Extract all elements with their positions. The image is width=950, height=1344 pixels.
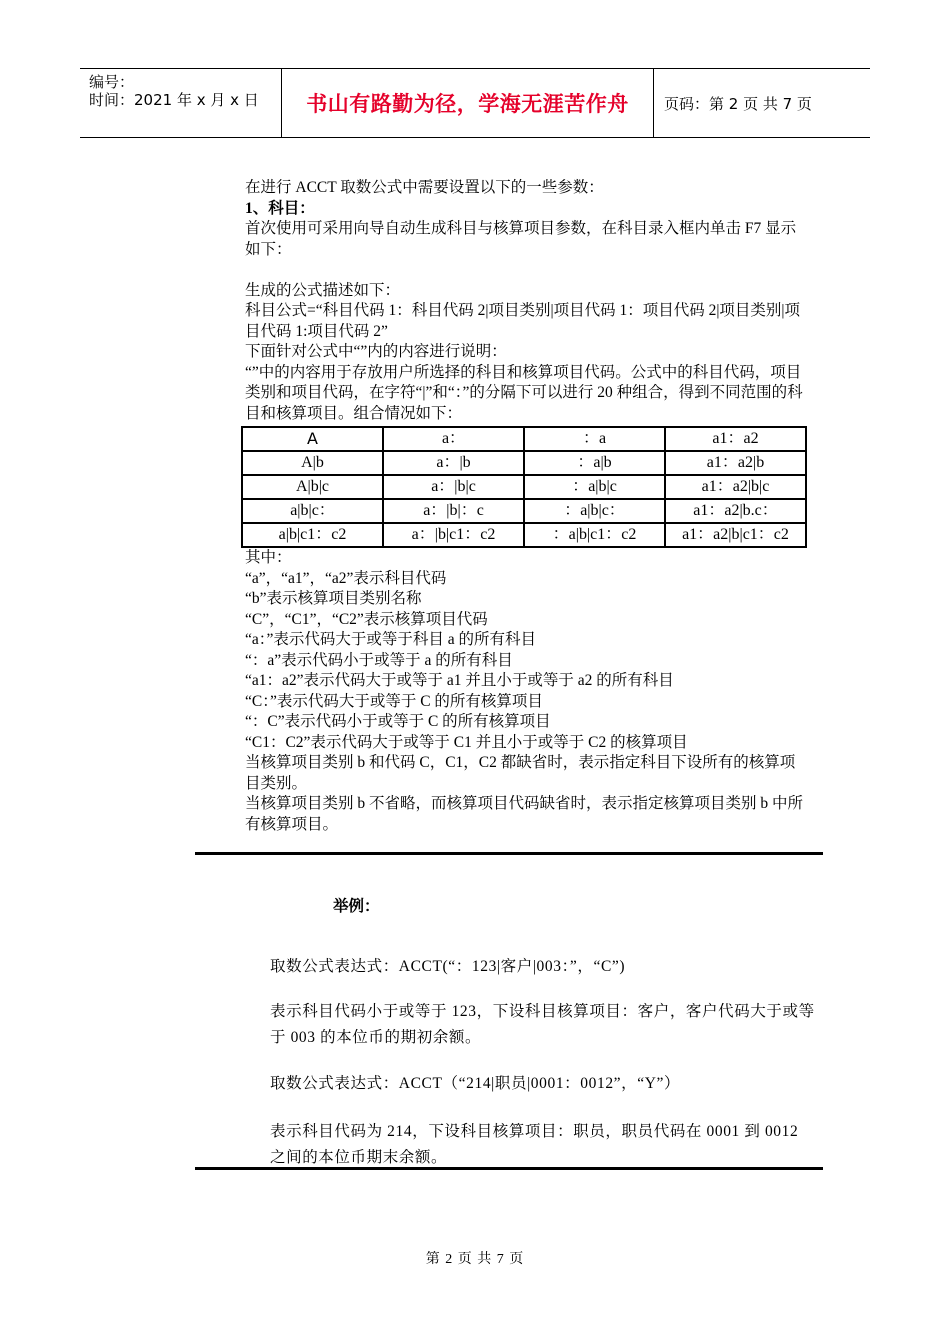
divider-bottom	[195, 1167, 823, 1170]
table-cell: ：a|b|c	[524, 475, 665, 499]
main-content	[245, 178, 810, 835]
paragraph-wizard: 首次使用可采用向导自动生成科目与核算项目参数，在科目录入框内单击 F7 显示如下：	[245, 220, 797, 258]
example-title: 举例：	[333, 898, 380, 915]
example-formula-1: 取数公式表达式：ACCT(“：123|客户|003：”，“C”)	[270, 958, 626, 975]
table-cell: A|b	[242, 451, 383, 475]
example-block-3	[270, 1071, 815, 1097]
section-heading: 1、科目：	[245, 199, 315, 217]
header-motto: 书山有路勤为径，学海无涯苦作舟	[282, 69, 654, 137]
header-meta	[80, 69, 282, 137]
example-formula-2: 取数公式表达式：ACCT（“214|职员|0001：0012”，“Y”）	[270, 1075, 681, 1092]
page-header	[80, 68, 870, 138]
table-row	[242, 427, 806, 451]
paragraph-combinations: “”中的内容用于存放用户所选择的科目和核算项目代码。公式中的科目代码，项目类别和项目代码，在字符“|”和“：”的分隔下可以进行 20 种组合，得到不同范围的科目和核算项目。组合情况如下：	[245, 363, 803, 422]
paragraph-explain: 下面针对公式中“”内的内容进行说明：	[245, 343, 507, 360]
date-label: 时间：2021 年 x 月 x 日	[89, 91, 259, 109]
table-cell: a|b|c：	[242, 499, 383, 523]
note-line: “C”，“C1”，“C2”表示核算项目代码	[245, 610, 488, 628]
table-cell: a：|b|c1：c2	[383, 523, 524, 547]
note-line: 当核算项目类别 b 不省略，而核算项目代码缺省时，表示指定核算项目类别 b 中所有核算项目。	[245, 795, 804, 833]
table-cell: a1：a2|b|c	[665, 475, 806, 499]
example-block-2	[270, 999, 815, 1051]
table-cell: a：|b	[383, 451, 524, 475]
example-block-4	[270, 1119, 815, 1171]
table-cell: a|b|c1：c2	[242, 523, 383, 547]
note-line: “a1：a2”表示代码大于或等于 a1 并且小于或等于 a2 的所有科目	[245, 672, 674, 689]
intro-text: 在进行 ACCT 取数公式中需要设置以下的一些参数：	[245, 179, 604, 196]
note-line: “C1：C2”表示代码大于或等于 C1 并且小于或等于 C2 的核算项目	[245, 733, 688, 751]
note-line: 其中：	[245, 549, 292, 566]
note-line: “：C”表示代码小于或等于 C 的所有核算项目	[245, 713, 551, 730]
table-row	[242, 451, 806, 475]
table-cell: a：	[383, 427, 524, 451]
table-cell: a1：a2|b	[665, 451, 806, 475]
note-line: “C：”表示代码大于或等于 C 的所有核算项目	[245, 692, 543, 710]
table-row	[242, 499, 806, 523]
page-footer: 第 2 页 共 7 页	[425, 1252, 525, 1267]
table-cell: ：a|b	[524, 451, 665, 475]
table-cell: ：a|b|c1：c2	[524, 523, 665, 547]
combination-table	[241, 426, 807, 548]
divider-top	[195, 852, 823, 855]
note-line: 当核算项目类别 b 和代码 C，C1，C2 都缺省时，表示指定科目下设所有的核算项目类别。	[245, 754, 796, 792]
table-cell: a：|b|c	[383, 475, 524, 499]
example-desc-2: 表示科目代码为 214，下设科目核算项目：职员，职员代码在 0001 到 0012 之间的本位币期末余额。	[270, 1123, 799, 1166]
table-cell: a1：a2	[665, 427, 806, 451]
table-cell: a：|b|：c	[383, 499, 524, 523]
table-cell: ：a|b|c：	[524, 499, 665, 523]
table-row	[242, 475, 806, 499]
header-page-label: 页码：第 2 页 共 7 页	[664, 95, 812, 113]
note-line: “a：”表示代码大于或等于科目 a 的所有科目	[245, 631, 537, 648]
table-cell: a1：a2|b.c：	[665, 499, 806, 523]
note-line: “b”表示核算项目类别名称	[245, 590, 422, 607]
table-cell: A	[242, 427, 383, 451]
paragraph-formula-intro: 生成的公式描述如下：	[245, 281, 401, 299]
table-cell: ：a	[524, 427, 665, 451]
number-label: 编号：	[89, 73, 135, 91]
table-cell: A|b|c	[242, 475, 383, 499]
example-block-1	[270, 954, 815, 980]
note-line: “：a”表示代码小于或等于 a 的所有科目	[245, 651, 513, 669]
paragraph-formula: 科目公式=“科目代码 1：科目代码 2|项目类别|项目代码 1：项目代码 2|项目类别|项目代码 1:项目代码 2”	[245, 302, 801, 340]
example-desc-1: 表示科目代码小于或等于 123，下设科目核算项目：客户，客户代码大于或等于 003 的本位币的期初余额。	[270, 1003, 815, 1046]
table-row	[242, 523, 806, 547]
note-line: “a”，“a1”，“a2”表示科目代码	[245, 569, 447, 587]
table-cell: a1：a2|b|c1：c2	[665, 523, 806, 547]
spacer	[245, 260, 810, 281]
